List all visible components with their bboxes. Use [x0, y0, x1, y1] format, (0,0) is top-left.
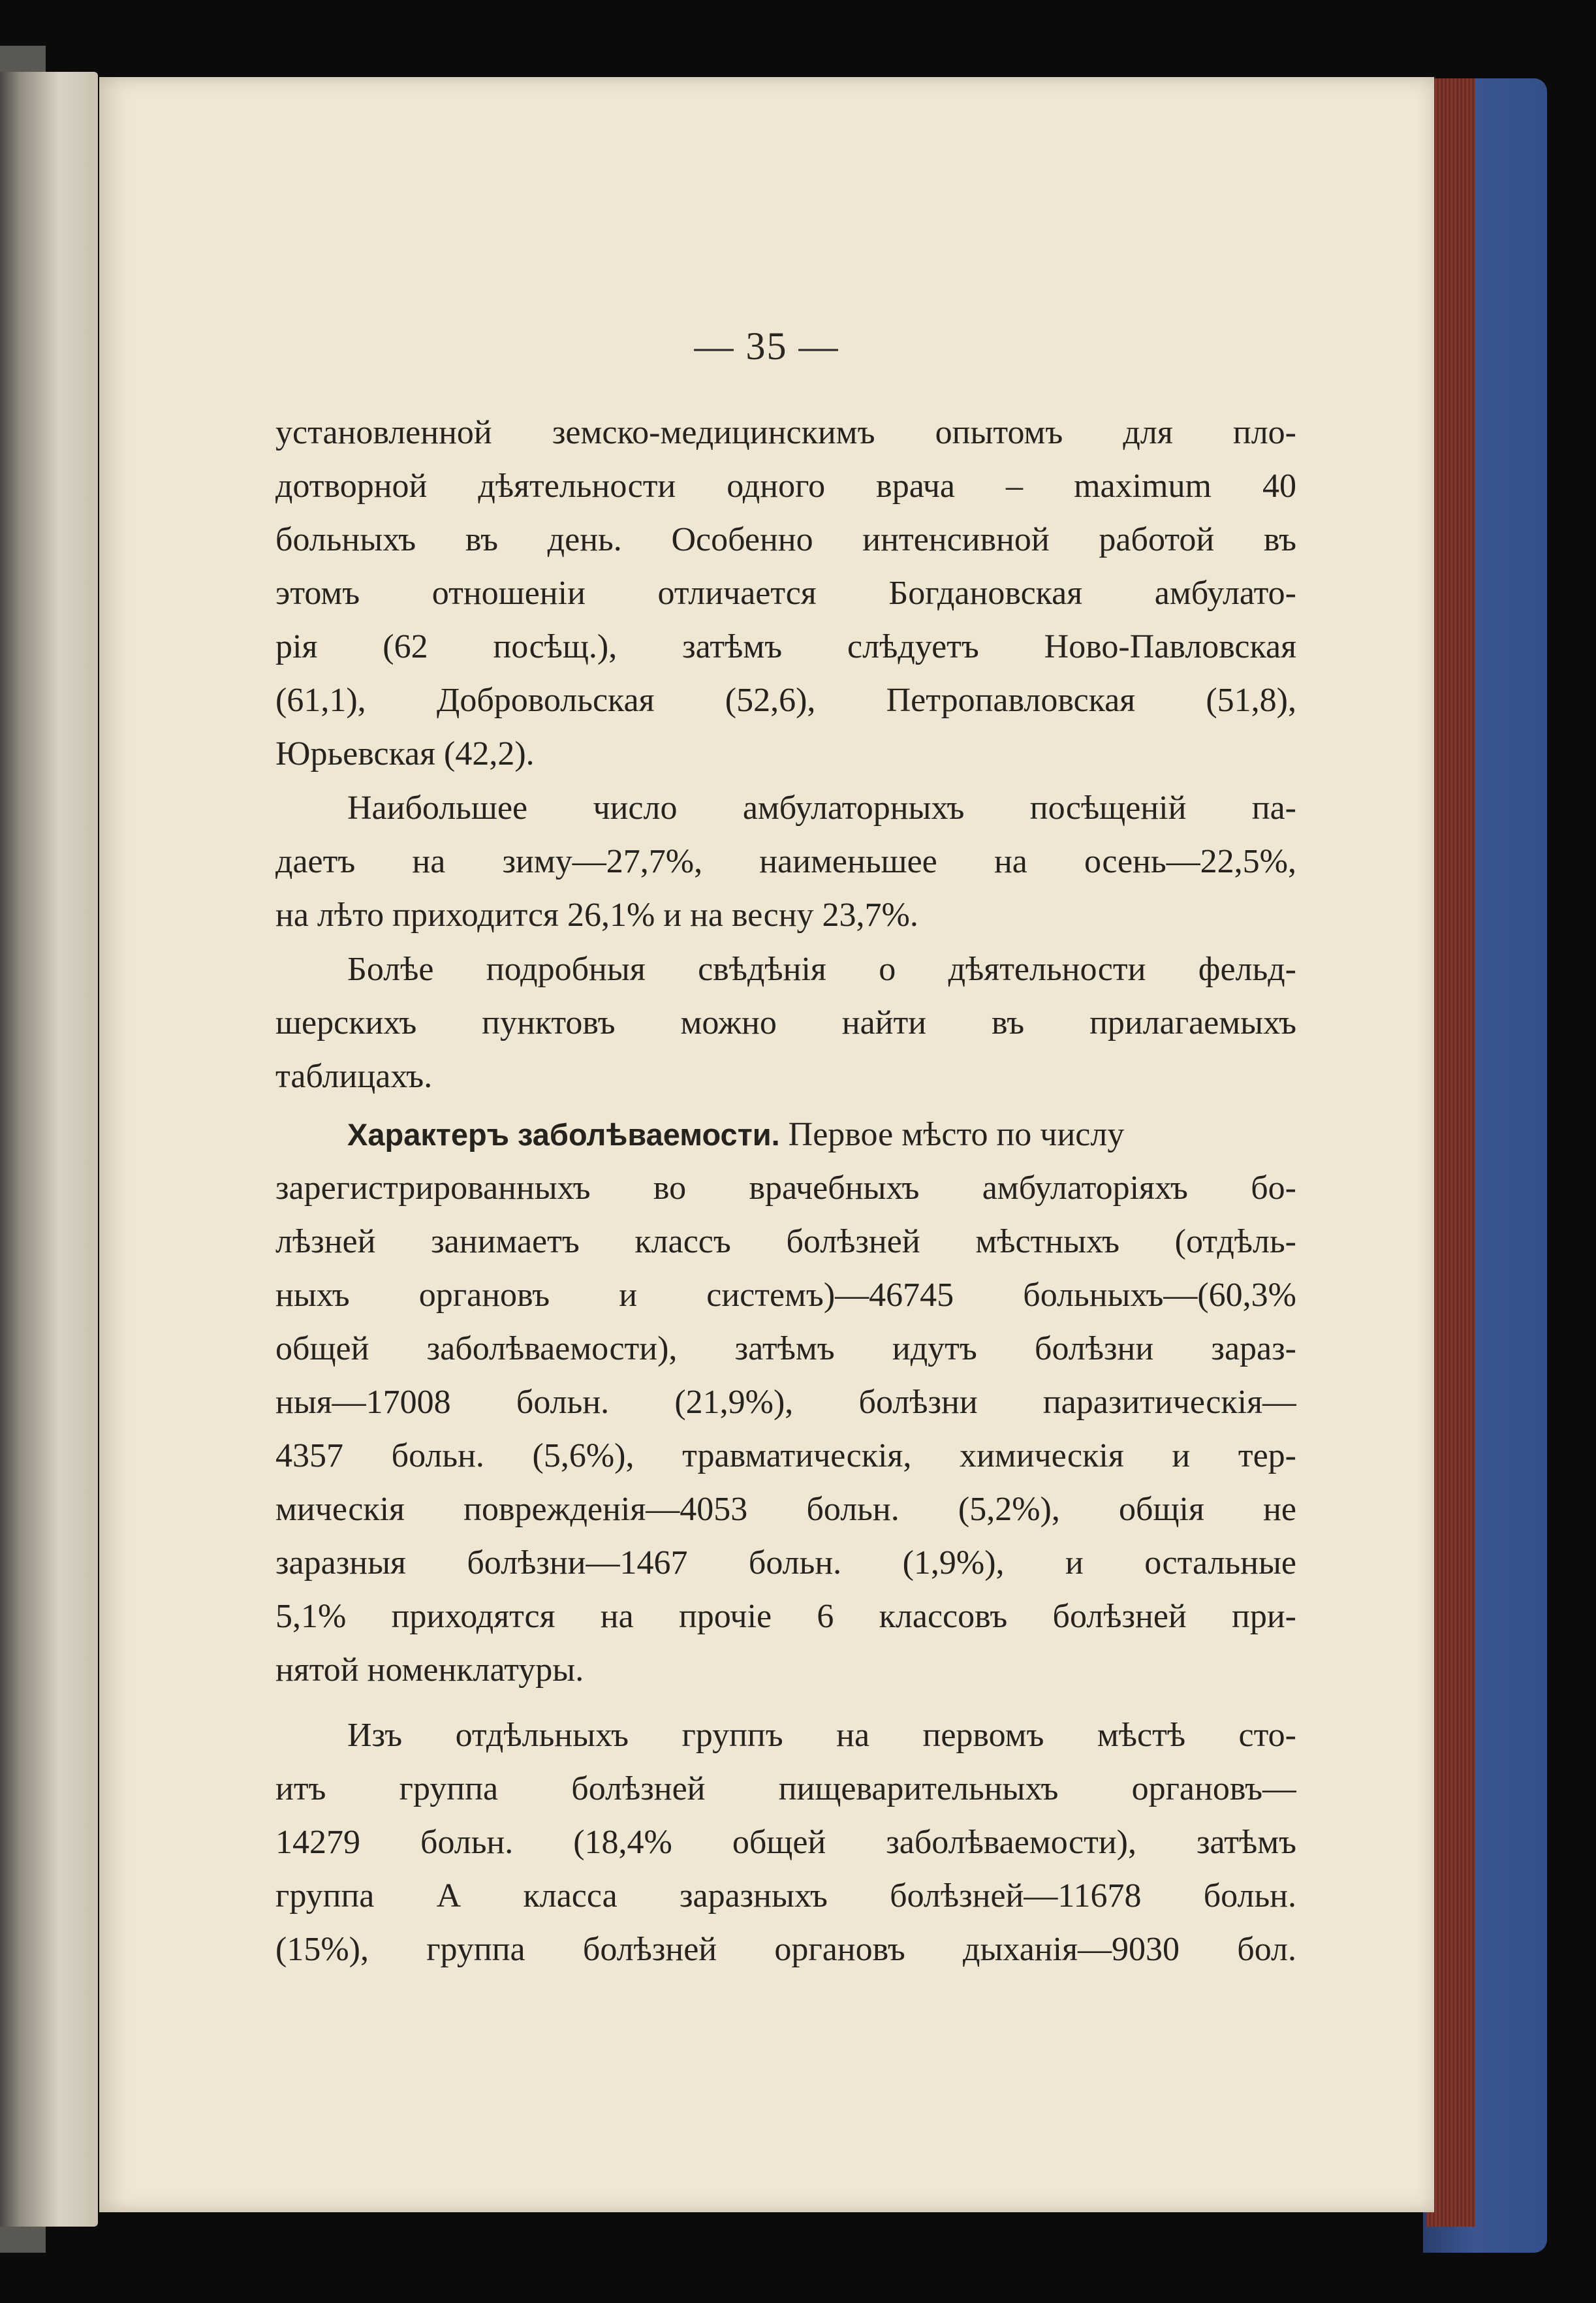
- text-line: нятой номенклатуры.: [275, 1651, 584, 1689]
- text-line: 4357 больн. (5,6%), травматическiя, химическiя и тер-: [275, 1437, 1296, 1474]
- left-page-edge: [0, 72, 98, 2227]
- text-line: 14279 больн. (18,4% общей заболѣваемости), затѣмъ: [275, 1824, 1296, 1861]
- text-line: этомъ отношенiи отличается Богдановская амбулато-: [275, 575, 1296, 612]
- text-line: мическiя поврежденiя—4053 больн. (5,2%), общiя не: [275, 1491, 1296, 1528]
- text-line: ныхъ органовъ и системъ)—46745 больныхъ—(60,3%: [275, 1277, 1296, 1314]
- text-line: (61,1), Добровольская (52,6), Петропавловская (51,8),: [275, 682, 1296, 719]
- text-line: зарегистрированныхъ во врачебныхъ амбулаторiяхъ бо-: [275, 1169, 1296, 1207]
- text-line: на лѣто приходится 26,1% и на весну 23,7%.: [275, 897, 918, 934]
- page-number: — 35 —: [694, 325, 839, 368]
- text-line: дотворной дѣятельности одного врача – maximum 40: [275, 468, 1296, 505]
- text-line: рiя (62 посѣщ.), затѣмъ слѣдуетъ Ново-Павловская: [275, 628, 1296, 665]
- text-line: Болѣе подробныя свѣдѣнiя о дѣятельности фельд-: [347, 951, 1296, 988]
- text-line: лѣзней занимаетъ классъ болѣзней мѣстныхъ (отдѣль-: [275, 1223, 1296, 1260]
- text-line: шерскихъ пунктовъ можно найти въ прилагаемыхъ: [275, 1004, 1296, 1041]
- text-line: группа А класса заразныхъ болѣзней—11678 больн.: [275, 1877, 1296, 1914]
- section-heading-line: [347, 1115, 1296, 1154]
- text-line: (15%), группа болѣзней органовъ дыханiя—9030 бол.: [275, 1931, 1296, 1968]
- text-line: 5,1% приходятся на прочiе 6 классовъ болѣзней при-: [275, 1598, 1296, 1635]
- text-line: заразныя болѣзни—1467 больн. (1,9%), и остальные: [275, 1544, 1296, 1581]
- book-page: [99, 77, 1434, 2212]
- text-line: Наибольшее число амбулаторныхъ посѣщенiй па-: [347, 789, 1296, 827]
- text-line: больныхъ въ день. Особенно интенсивной работой въ: [275, 521, 1296, 558]
- text-line: ныя—17008 больн. (21,9%), болѣзни паразитическiя—: [275, 1384, 1296, 1421]
- text-line: установленной земско-медицинскимъ опытомъ для пло-: [275, 414, 1296, 451]
- text-line: Изъ отдѣльныхъ группъ на первомъ мѣстѣ сто-: [347, 1717, 1296, 1754]
- text-line: таблицахъ.: [275, 1058, 433, 1095]
- heading-line-text: Первое мѣсто по числу: [788, 1116, 1125, 1153]
- text-line: общей заболѣваемости), затѣмъ идутъ болѣзни зараз-: [275, 1330, 1296, 1367]
- text-line: даетъ на зиму—27,7%, наименьшее на осень—22,5%,: [275, 843, 1296, 880]
- text-line: итъ группа болѣзней пищеварительныхъ органовъ—: [275, 1770, 1296, 1807]
- text-line: Юрьевская (42,2).: [275, 735, 535, 772]
- section-heading: Характеръ заболѣваемости.: [347, 1117, 780, 1152]
